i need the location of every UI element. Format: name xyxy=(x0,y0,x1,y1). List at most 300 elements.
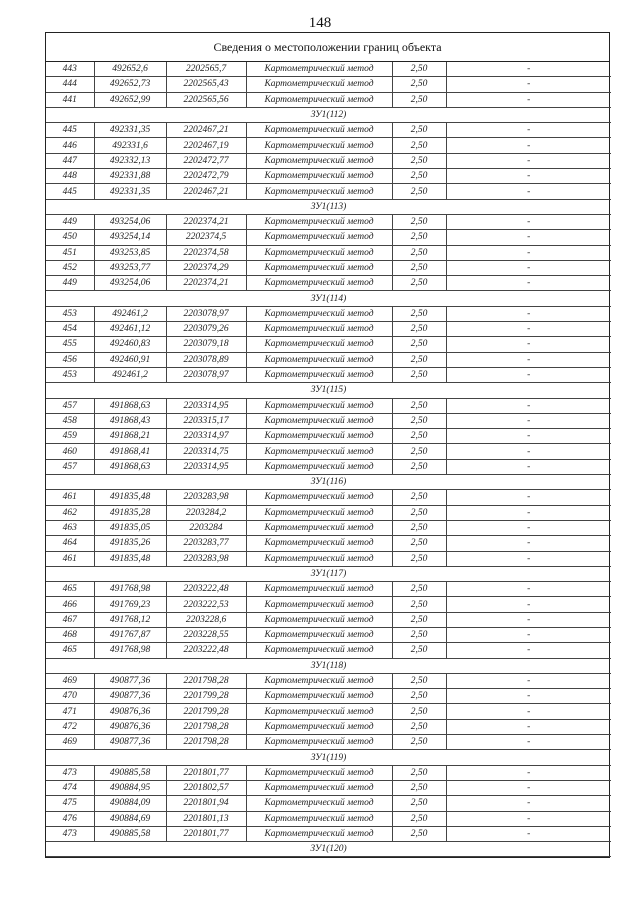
method-cell: Картометрический метод xyxy=(246,765,392,780)
coordinate-y-cell: 2202565,56 xyxy=(166,92,246,107)
table-row xyxy=(46,597,611,612)
coordinate-y-cell: 2202467,21 xyxy=(166,123,246,138)
coordinate-x-cell: 490885,58 xyxy=(94,826,166,841)
coordinate-y-cell: 2202374,5 xyxy=(166,230,246,245)
coordinate-y-cell: 2203222,48 xyxy=(166,643,246,658)
coordinate-y-cell: 2201801,94 xyxy=(166,796,246,811)
accuracy-cell: 2,50 xyxy=(392,322,446,337)
method-cell: Картометрический метод xyxy=(246,245,392,260)
table-row xyxy=(46,214,611,229)
coordinate-y-cell: 2203315,17 xyxy=(166,413,246,428)
accuracy-cell: 2,50 xyxy=(392,780,446,795)
point-number-cell: 465 xyxy=(46,643,94,658)
extra-cell: - xyxy=(446,689,611,704)
accuracy-cell: 2,50 xyxy=(392,367,446,382)
table-row xyxy=(46,153,611,168)
coordinate-y-cell: 2203078,97 xyxy=(166,306,246,321)
coordinates-table xyxy=(46,62,611,857)
table-row xyxy=(46,459,611,474)
table-row xyxy=(46,673,611,688)
accuracy-cell: 2,50 xyxy=(392,582,446,597)
table-row xyxy=(46,352,611,367)
extra-cell: - xyxy=(446,536,611,551)
accuracy-cell: 2,50 xyxy=(392,719,446,734)
point-number-cell: 473 xyxy=(46,765,94,780)
method-cell: Картометрический метод xyxy=(246,490,392,505)
method-cell: Картометрический метод xyxy=(246,551,392,566)
coordinate-x-cell: 491835,26 xyxy=(94,536,166,551)
table-row xyxy=(46,719,611,734)
extra-cell: - xyxy=(446,123,611,138)
boundary-table-frame xyxy=(45,32,610,858)
point-number-cell: 459 xyxy=(46,429,94,444)
coordinate-x-cell: 490884,09 xyxy=(94,796,166,811)
point-number-cell: 445 xyxy=(46,184,94,199)
method-cell: Картометрический метод xyxy=(246,505,392,520)
method-cell: Картометрический метод xyxy=(246,230,392,245)
method-cell: Картометрический метод xyxy=(246,398,392,413)
coordinate-x-cell: 490876,36 xyxy=(94,719,166,734)
coordinate-x-cell: 493253,85 xyxy=(94,245,166,260)
extra-cell: - xyxy=(446,505,611,520)
point-number-cell: 463 xyxy=(46,520,94,535)
method-cell: Картометрический метод xyxy=(246,322,392,337)
coordinate-y-cell: 2203284 xyxy=(166,520,246,535)
coordinate-x-cell: 490877,36 xyxy=(94,689,166,704)
coordinate-x-cell: 492652,99 xyxy=(94,92,166,107)
method-cell: Картометрический метод xyxy=(246,337,392,352)
table-row xyxy=(46,627,611,642)
extra-cell: - xyxy=(446,276,611,291)
coordinate-x-cell: 490885,58 xyxy=(94,765,166,780)
point-number-cell: 465 xyxy=(46,582,94,597)
coordinate-x-cell: 491868,41 xyxy=(94,444,166,459)
accuracy-cell: 2,50 xyxy=(392,612,446,627)
coordinate-y-cell: 2202472,77 xyxy=(166,153,246,168)
table-row xyxy=(46,780,611,795)
accuracy-cell: 2,50 xyxy=(392,673,446,688)
coordinate-x-cell: 492461,12 xyxy=(94,322,166,337)
method-cell: Картометрический метод xyxy=(246,597,392,612)
accuracy-cell: 2,50 xyxy=(392,429,446,444)
coordinate-y-cell: 2201799,28 xyxy=(166,689,246,704)
method-cell: Картометрический метод xyxy=(246,673,392,688)
point-number-cell: 461 xyxy=(46,490,94,505)
coordinate-x-cell: 492652,6 xyxy=(94,62,166,77)
table-row xyxy=(46,505,611,520)
point-number-cell: 462 xyxy=(46,505,94,520)
table-row xyxy=(46,77,611,92)
coordinate-y-cell: 2203314,97 xyxy=(166,429,246,444)
method-cell: Картометрический метод xyxy=(246,780,392,795)
point-number-cell: 446 xyxy=(46,138,94,153)
coordinate-y-cell: 2203314,95 xyxy=(166,459,246,474)
extra-cell: - xyxy=(446,352,611,367)
table-row xyxy=(46,444,611,459)
point-number-cell: 456 xyxy=(46,352,94,367)
extra-cell: - xyxy=(446,490,611,505)
point-number-cell: 472 xyxy=(46,719,94,734)
table-row xyxy=(46,276,611,291)
point-number-cell: 441 xyxy=(46,92,94,107)
method-cell: Картометрический метод xyxy=(246,643,392,658)
section-row xyxy=(46,658,611,673)
point-number-cell: 461 xyxy=(46,551,94,566)
extra-cell: - xyxy=(446,260,611,275)
extra-cell: - xyxy=(446,627,611,642)
table-row xyxy=(46,367,611,382)
table-row xyxy=(46,184,611,199)
method-cell: Картометрический метод xyxy=(246,719,392,734)
point-number-cell: 450 xyxy=(46,230,94,245)
method-cell: Картометрический метод xyxy=(246,811,392,826)
point-number-cell: 449 xyxy=(46,214,94,229)
extra-cell: - xyxy=(446,673,611,688)
coordinate-x-cell: 493253,77 xyxy=(94,260,166,275)
page-number: 148 xyxy=(308,15,332,31)
table-row xyxy=(46,260,611,275)
method-cell: Картометрический метод xyxy=(246,138,392,153)
table-row xyxy=(46,612,611,627)
extra-cell: - xyxy=(446,796,611,811)
coordinate-x-cell: 492331,6 xyxy=(94,138,166,153)
point-number-cell: 468 xyxy=(46,627,94,642)
coordinate-y-cell: 2203078,97 xyxy=(166,367,246,382)
extra-cell: - xyxy=(446,429,611,444)
method-cell: Картометрический метод xyxy=(246,429,392,444)
accuracy-cell: 2,50 xyxy=(392,811,446,826)
point-number-cell: 455 xyxy=(46,337,94,352)
extra-cell: - xyxy=(446,413,611,428)
method-cell: Картометрический метод xyxy=(246,92,392,107)
coordinate-x-cell: 491835,05 xyxy=(94,520,166,535)
table-row xyxy=(46,123,611,138)
section-label: ЗУ1(120) xyxy=(46,842,611,857)
point-number-cell: 469 xyxy=(46,673,94,688)
extra-cell: - xyxy=(446,582,611,597)
method-cell: Картометрический метод xyxy=(246,352,392,367)
extra-cell: - xyxy=(446,551,611,566)
coordinate-x-cell: 493254,06 xyxy=(94,214,166,229)
extra-cell: - xyxy=(446,398,611,413)
method-cell: Картометрический метод xyxy=(246,612,392,627)
extra-cell: - xyxy=(446,184,611,199)
point-number-cell: 474 xyxy=(46,780,94,795)
section-label: ЗУ1(115) xyxy=(46,383,611,398)
table-row xyxy=(46,337,611,352)
method-cell: Картометрический метод xyxy=(246,276,392,291)
coordinate-x-cell: 493254,06 xyxy=(94,276,166,291)
extra-cell: - xyxy=(446,826,611,841)
extra-cell: - xyxy=(446,520,611,535)
coordinate-y-cell: 2202374,21 xyxy=(166,214,246,229)
point-number-cell: 476 xyxy=(46,811,94,826)
coordinate-x-cell: 490877,36 xyxy=(94,673,166,688)
extra-cell: - xyxy=(446,62,611,77)
accuracy-cell: 2,50 xyxy=(392,260,446,275)
table-row xyxy=(46,230,611,245)
accuracy-cell: 2,50 xyxy=(392,826,446,841)
method-cell: Картометрический метод xyxy=(246,689,392,704)
accuracy-cell: 2,50 xyxy=(392,520,446,535)
coordinate-x-cell: 491868,63 xyxy=(94,459,166,474)
accuracy-cell: 2,50 xyxy=(392,444,446,459)
table-title: Сведения о местоположении границ объекта xyxy=(46,33,609,62)
accuracy-cell: 2,50 xyxy=(392,735,446,750)
coordinate-x-cell: 492332,13 xyxy=(94,153,166,168)
table-row xyxy=(46,520,611,535)
accuracy-cell: 2,50 xyxy=(392,153,446,168)
coordinate-y-cell: 2202565,7 xyxy=(166,62,246,77)
table-row xyxy=(46,62,611,77)
table-row xyxy=(46,536,611,551)
extra-cell: - xyxy=(446,92,611,107)
accuracy-cell: 2,50 xyxy=(392,413,446,428)
accuracy-cell: 2,50 xyxy=(392,169,446,184)
point-number-cell: 454 xyxy=(46,322,94,337)
method-cell: Картометрический метод xyxy=(246,123,392,138)
method-cell: Картометрический метод xyxy=(246,536,392,551)
method-cell: Картометрический метод xyxy=(246,520,392,535)
table-row xyxy=(46,689,611,704)
accuracy-cell: 2,50 xyxy=(392,490,446,505)
table-row xyxy=(46,398,611,413)
point-number-cell: 460 xyxy=(46,444,94,459)
section-row xyxy=(46,475,611,490)
coordinate-x-cell: 492331,88 xyxy=(94,169,166,184)
point-number-cell: 449 xyxy=(46,276,94,291)
accuracy-cell: 2,50 xyxy=(392,306,446,321)
table-row xyxy=(46,322,611,337)
accuracy-cell: 2,50 xyxy=(392,536,446,551)
point-number-cell: 475 xyxy=(46,796,94,811)
point-number-cell: 447 xyxy=(46,153,94,168)
coordinate-x-cell: 492460,91 xyxy=(94,352,166,367)
coordinate-x-cell: 492652,73 xyxy=(94,77,166,92)
table-row xyxy=(46,92,611,107)
method-cell: Картометрический метод xyxy=(246,214,392,229)
coordinate-y-cell: 2201798,28 xyxy=(166,719,246,734)
coordinate-y-cell: 2202374,21 xyxy=(166,276,246,291)
method-cell: Картометрический метод xyxy=(246,413,392,428)
point-number-cell: 471 xyxy=(46,704,94,719)
accuracy-cell: 2,50 xyxy=(392,459,446,474)
coordinates-table-body xyxy=(46,62,611,857)
accuracy-cell: 2,50 xyxy=(392,597,446,612)
coordinate-y-cell: 2202374,58 xyxy=(166,245,246,260)
section-row xyxy=(46,383,611,398)
accuracy-cell: 2,50 xyxy=(392,352,446,367)
coordinate-y-cell: 2201802,57 xyxy=(166,780,246,795)
coordinate-y-cell: 2203284,2 xyxy=(166,505,246,520)
point-number-cell: 451 xyxy=(46,245,94,260)
coordinate-x-cell: 490876,36 xyxy=(94,704,166,719)
method-cell: Картометрический метод xyxy=(246,184,392,199)
section-label: ЗУ1(117) xyxy=(46,566,611,581)
extra-cell: - xyxy=(446,780,611,795)
coordinate-y-cell: 2203283,98 xyxy=(166,551,246,566)
extra-cell: - xyxy=(446,643,611,658)
method-cell: Картометрический метод xyxy=(246,169,392,184)
extra-cell: - xyxy=(446,138,611,153)
section-label: ЗУ1(118) xyxy=(46,658,611,673)
point-number-cell: 457 xyxy=(46,398,94,413)
accuracy-cell: 2,50 xyxy=(392,276,446,291)
accuracy-cell: 2,50 xyxy=(392,704,446,719)
accuracy-cell: 2,50 xyxy=(392,796,446,811)
extra-cell: - xyxy=(446,811,611,826)
coordinate-y-cell: 2203314,75 xyxy=(166,444,246,459)
coordinate-y-cell: 2203314,95 xyxy=(166,398,246,413)
extra-cell: - xyxy=(446,153,611,168)
extra-cell: - xyxy=(446,306,611,321)
point-number-cell: 444 xyxy=(46,77,94,92)
point-number-cell: 473 xyxy=(46,826,94,841)
section-row xyxy=(46,842,611,857)
section-label: ЗУ1(113) xyxy=(46,199,611,214)
coordinate-x-cell: 492331,35 xyxy=(94,184,166,199)
method-cell: Картометрический метод xyxy=(246,459,392,474)
accuracy-cell: 2,50 xyxy=(392,184,446,199)
point-number-cell: 469 xyxy=(46,735,94,750)
method-cell: Картометрический метод xyxy=(246,153,392,168)
table-row xyxy=(46,582,611,597)
extra-cell: - xyxy=(446,245,611,260)
method-cell: Картометрический метод xyxy=(246,62,392,77)
accuracy-cell: 2,50 xyxy=(392,551,446,566)
coordinate-x-cell: 492331,35 xyxy=(94,123,166,138)
accuracy-cell: 2,50 xyxy=(392,505,446,520)
accuracy-cell: 2,50 xyxy=(392,337,446,352)
coordinate-y-cell: 2202472,79 xyxy=(166,169,246,184)
table-row xyxy=(46,245,611,260)
coordinate-x-cell: 491835,28 xyxy=(94,505,166,520)
accuracy-cell: 2,50 xyxy=(392,62,446,77)
section-row xyxy=(46,566,611,581)
coordinate-y-cell: 2203228,55 xyxy=(166,627,246,642)
coordinate-x-cell: 490884,95 xyxy=(94,780,166,795)
coordinate-x-cell: 490884,69 xyxy=(94,811,166,826)
extra-cell: - xyxy=(446,735,611,750)
method-cell: Картометрический метод xyxy=(246,582,392,597)
coordinate-y-cell: 2201801,13 xyxy=(166,811,246,826)
extra-cell: - xyxy=(446,77,611,92)
coordinate-y-cell: 2203222,53 xyxy=(166,597,246,612)
coordinate-y-cell: 2201798,28 xyxy=(166,673,246,688)
point-number-cell: 453 xyxy=(46,306,94,321)
section-row xyxy=(46,291,611,306)
coordinate-x-cell: 491769,23 xyxy=(94,597,166,612)
table-row xyxy=(46,796,611,811)
accuracy-cell: 2,50 xyxy=(392,138,446,153)
coordinate-y-cell: 2201798,28 xyxy=(166,735,246,750)
extra-cell: - xyxy=(446,337,611,352)
coordinate-x-cell: 492461,2 xyxy=(94,367,166,382)
point-number-cell: 443 xyxy=(46,62,94,77)
accuracy-cell: 2,50 xyxy=(392,627,446,642)
table-row xyxy=(46,765,611,780)
coordinate-y-cell: 2202565,43 xyxy=(166,77,246,92)
coordinate-x-cell: 491835,48 xyxy=(94,551,166,566)
extra-cell: - xyxy=(446,214,611,229)
table-row xyxy=(46,826,611,841)
point-number-cell: 467 xyxy=(46,612,94,627)
extra-cell: - xyxy=(446,765,611,780)
section-row xyxy=(46,199,611,214)
table-row xyxy=(46,169,611,184)
point-number-cell: 470 xyxy=(46,689,94,704)
coordinate-y-cell: 2202467,19 xyxy=(166,138,246,153)
extra-cell: - xyxy=(446,230,611,245)
extra-cell: - xyxy=(446,597,611,612)
table-row xyxy=(46,138,611,153)
method-cell: Картометрический метод xyxy=(246,627,392,642)
extra-cell: - xyxy=(446,459,611,474)
point-number-cell: 466 xyxy=(46,597,94,612)
coordinate-y-cell: 2203222,48 xyxy=(166,582,246,597)
accuracy-cell: 2,50 xyxy=(392,230,446,245)
extra-cell: - xyxy=(446,169,611,184)
accuracy-cell: 2,50 xyxy=(392,214,446,229)
accuracy-cell: 2,50 xyxy=(392,123,446,138)
coordinate-x-cell: 491868,43 xyxy=(94,413,166,428)
section-label: ЗУ1(119) xyxy=(46,750,611,765)
coordinate-y-cell: 2201799,28 xyxy=(166,704,246,719)
coordinate-x-cell: 492461,2 xyxy=(94,306,166,321)
point-number-cell: 445 xyxy=(46,123,94,138)
coordinate-y-cell: 2202374,29 xyxy=(166,260,246,275)
section-label: ЗУ1(112) xyxy=(46,107,611,122)
extra-cell: - xyxy=(446,719,611,734)
method-cell: Картометрический метод xyxy=(246,306,392,321)
extra-cell: - xyxy=(446,444,611,459)
accuracy-cell: 2,50 xyxy=(392,77,446,92)
table-row xyxy=(46,490,611,505)
accuracy-cell: 2,50 xyxy=(392,643,446,658)
coordinate-y-cell: 2202467,21 xyxy=(166,184,246,199)
coordinate-x-cell: 493254,14 xyxy=(94,230,166,245)
table-row xyxy=(46,306,611,321)
point-number-cell: 453 xyxy=(46,367,94,382)
method-cell: Картометрический метод xyxy=(246,260,392,275)
section-row xyxy=(46,107,611,122)
point-number-cell: 448 xyxy=(46,169,94,184)
method-cell: Картометрический метод xyxy=(246,444,392,459)
accuracy-cell: 2,50 xyxy=(392,398,446,413)
coordinate-y-cell: 2201801,77 xyxy=(166,826,246,841)
table-row xyxy=(46,704,611,719)
coordinate-y-cell: 2203078,89 xyxy=(166,352,246,367)
section-row xyxy=(46,750,611,765)
table-row xyxy=(46,811,611,826)
method-cell: Картометрический метод xyxy=(246,796,392,811)
table-row xyxy=(46,551,611,566)
point-number-cell: 452 xyxy=(46,260,94,275)
point-number-cell: 464 xyxy=(46,536,94,551)
coordinate-x-cell: 491768,98 xyxy=(94,582,166,597)
table-row xyxy=(46,643,611,658)
table-row xyxy=(46,413,611,428)
extra-cell: - xyxy=(446,704,611,719)
method-cell: Картометрический метод xyxy=(246,735,392,750)
method-cell: Картометрический метод xyxy=(246,704,392,719)
coordinate-x-cell: 491868,21 xyxy=(94,429,166,444)
table-row xyxy=(46,429,611,444)
coordinate-y-cell: 2201801,77 xyxy=(166,765,246,780)
coordinate-x-cell: 492460,83 xyxy=(94,337,166,352)
coordinate-y-cell: 2203228,6 xyxy=(166,612,246,627)
coordinate-y-cell: 2203079,18 xyxy=(166,337,246,352)
